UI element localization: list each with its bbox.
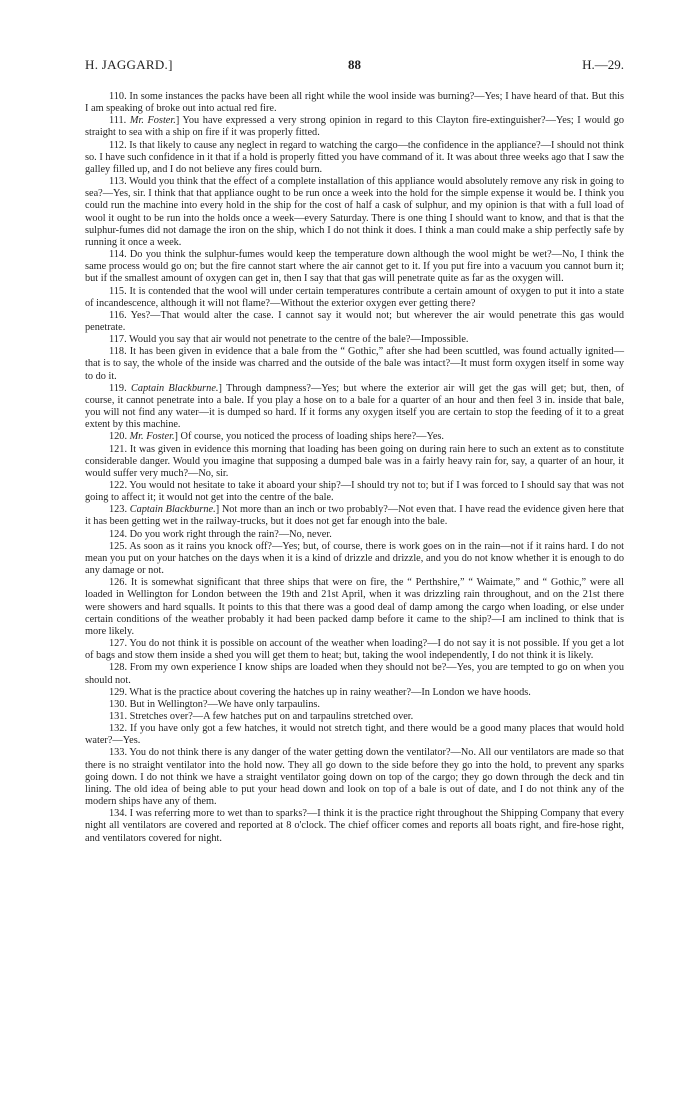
paragraph-text: 126. It is somewhat significant that three ships that were on fire, the “ Perthshire,” “ Waimate,” and “ Gothic,” were all loaded in Wellington for London between the 19th and 21st April, when it was drizzling rain throughout, and on the 21st there were showers and hard squalls. It points to this that there was a good deal of damp among the cargo when loading, or else under certain conditions of the weather probably it had been packed damp before it came to the ship?—I am inclined to think that is more likely. xyxy=(85,577,624,637)
testimony-paragraph xyxy=(85,346,624,382)
paragraph-text: ] You have expressed a very strong opinion in regard to this Clayton fire-extinguisher?—Yes; I would go straight to sea with a ship on fire if it was properly fitted. xyxy=(85,115,624,139)
question-number: 120. xyxy=(109,431,128,443)
question-number: 119. xyxy=(109,382,127,394)
paragraph-text: 127. You do not think it is possible on account of the weather when loading?—I do not say it is not possible. If you get a lot of bags and stow them inside a shed you will get them to heat; but, taking the wool independently, I do not think it is likely. xyxy=(85,638,624,662)
paragraph-text: 132. If you have only got a few hatches, it would not stretch tight, and there would be a good many places that would hold water?—Yes. xyxy=(85,723,624,747)
speaker-name: Captain Blackburne. xyxy=(129,504,216,516)
testimony-paragraph xyxy=(85,638,624,662)
paragraph-text: 112. Is that likely to cause any neglect in regard to watching the cargo—the confidence in the appliance?—I should not think so. I have such confidence in it that if a hold is properly fitted you have command of it. It was about three weeks ago that I saw the galley filled up, and I do not believe any fires could burn. xyxy=(85,139,624,175)
testimony-paragraph xyxy=(85,541,624,577)
testimony-paragraph xyxy=(85,699,624,711)
paragraph-text: 117. Would you say that air would not penetrate to the centre of the bale?—Impossible. xyxy=(109,334,469,346)
testimony-paragraph xyxy=(85,140,624,176)
paragraph-text: 116. Yes?—That would alter the case. I cannot say it would not; but wherever the air would penetrate this gas would penetrate. xyxy=(85,309,624,333)
paragraph-text: ] Of course, you noticed the process of loading ships here?—Yes. xyxy=(174,431,445,443)
paragraph-text: 114. Do you think the sulphur-fumes would keep the temperature down although the wool might be wet?—No, I think the same process would go on; but the fire cannot start where the air cannot get to it. If you put fire into a vacuum you cannot burn it; but if the smallest amount of oxygen can get in, then I say that that gas will penetrate quite as far as the oxygen will. xyxy=(85,249,624,285)
paragraph-text: 134. I was referring more to wet than to sparks?—I think it is the practice right throughout the Shipping Company that every night all ventilators are covered and reported at 8 o'clock. The chief officer comes and reports all boats right, and fire-hose right, and ventilators covered for night. xyxy=(85,808,624,844)
testimony-paragraph xyxy=(85,249,624,285)
testimony-paragraph xyxy=(85,286,624,310)
testimony-paragraph xyxy=(85,747,624,808)
testimony-paragraph xyxy=(85,529,624,541)
testimony-paragraph xyxy=(85,444,624,480)
paragraph-text: ] Not more than an inch or two probably?—Not even that. I have read the evidence given here that it has been getting wet in the railway-trucks, but it does not get far enough into the bale. xyxy=(85,504,625,528)
document-reference: H.—29. xyxy=(582,57,624,72)
testimony-paragraph xyxy=(85,687,624,699)
speaker-name: Captain Blackburne. xyxy=(130,382,219,394)
paragraph-text: 122. You would not hesitate to take it aboard your ship?—I should try not to; but if I was forced to I should say that was not going to affect it; it would not get into the centre of the bale. xyxy=(85,480,624,504)
testimony-paragraph xyxy=(85,334,624,346)
testimony-paragraph xyxy=(85,383,624,432)
testimony-paragraph xyxy=(85,176,624,249)
page-header xyxy=(85,57,624,77)
question-number: 111. xyxy=(109,115,127,127)
paragraph-text: 133. You do not think there is any danger of the water getting down the ventilator?—No. All our ventilators are made so that there is no straight ventilator into the hold now. They all go down to the side before they go into the hold, to prevent any sparks going down. I do not think we have a straight ventilator going down on top of the cargo; they go down through the deck and tin lining. The old idea of being able to put your head down and look on top of a bale is out of date, and I do not think any of the modern ships have any of them. xyxy=(85,747,624,808)
paragraph-text: 124. Do you work right through the rain?—No, never. xyxy=(109,528,332,540)
testimony-paragraph xyxy=(85,91,624,115)
paragraph-text: ] Through dampness?—Yes; but where the exterior air will get the gas will get; but, then, of course, it cannot penetrate into a bale. If you play a hose on to a bale for a quarter of an hour and then feel 3 in. inside that bale, you will not find any water—it is dumped so hard. If it forms any oxygen itself you are certain to stop the feeding of it to a great extent by this machine. xyxy=(85,382,625,431)
document-body xyxy=(85,91,624,845)
testimony-paragraph xyxy=(85,504,624,528)
paragraph-text: 118. It has been given in evidence that a bale from the “ Gothic,” after she had been scuttled, was found actually ignited—that is to say, the whole of the inside was charred and the outside of the bale was intact?—It must form oxygen itself in some way to do it. xyxy=(85,346,624,382)
question-number: 123. xyxy=(109,504,128,516)
testimony-paragraph xyxy=(85,480,624,504)
testimony-paragraph xyxy=(85,431,624,443)
speaker-name: Mr. Foster. xyxy=(129,431,175,443)
testimony-paragraph xyxy=(85,711,624,723)
paragraph-text: 115. It is contended that the wool will under certain temperatures contribute a certain amount of oxygen to put it into a state of incandescence, although it will not flame?—Without the exterior oxygen ever getting there? xyxy=(85,285,624,309)
paragraph-text: 125. As soon as it rains you knock off?—Yes; but, of course, there is work goes on in the rain—not if it rains hard. I do not mean you put on your hatches on the days when it is a kind of drizzle and drizzle, and you do not know whether it is enough to do any damage or not. xyxy=(85,540,624,577)
paragraph-text: 130. But in Wellington?—We have only tarpaulins. xyxy=(109,698,320,710)
paragraph-text: 110. In some instances the packs have been all right while the wool inside was burning?—Yes; I have heard of that. But this I am speaking of broke out into actual red fire. xyxy=(85,91,624,115)
testimony-paragraph xyxy=(85,808,624,844)
page-number: 88 xyxy=(348,57,361,72)
testimony-paragraph xyxy=(85,723,624,747)
paragraph-text: 128. From my own experience I know ships are loaded when they should not be?—Yes, you are tempted to go on when you should not. xyxy=(85,662,624,686)
paragraph-text: 113. Would you think that the effect of a complete installation of this appliance would absolutely remove any risk in going to sea?—Yes, sir. I think that that appliance ought to be run once a week into the hold for the simple expense it would be. I think you could run the machine into every hold in the ship for the cost of half a cask of sulphur, and my opinion is that with a full load of wool it ought to be run into the holds once a week—every Saturday. There is one thing I should want to know, and that is that the sulphur-fumes did not damage the iron on the ship, which I do not think it does. I think a man could make a ship perfectly safe by running it once a week. xyxy=(85,176,624,248)
paragraph-text: 131. Stretches over?—A few hatches put on and tarpaulins stretched over. xyxy=(109,710,414,722)
testimony-paragraph xyxy=(85,662,624,686)
testimony-paragraph xyxy=(85,310,624,334)
header-witness-name: H. JAGGARD.] xyxy=(85,57,173,72)
paragraph-text: 121. It was given in evidence this morning that loading has been going on during rain here to such an extent as to constitute considerable danger. Would you imagine that supposing a dumped bale was in a fairly heavy rain for, say, a quarter of an hour, it would suffer very much?—No, sir. xyxy=(85,443,624,479)
testimony-paragraph xyxy=(85,115,624,139)
paragraph-text: 129. What is the practice about covering the hatches up in rainy weather?—In London we have hoods. xyxy=(109,686,531,698)
speaker-name: Mr. Foster. xyxy=(129,115,176,127)
testimony-paragraph xyxy=(85,577,624,638)
